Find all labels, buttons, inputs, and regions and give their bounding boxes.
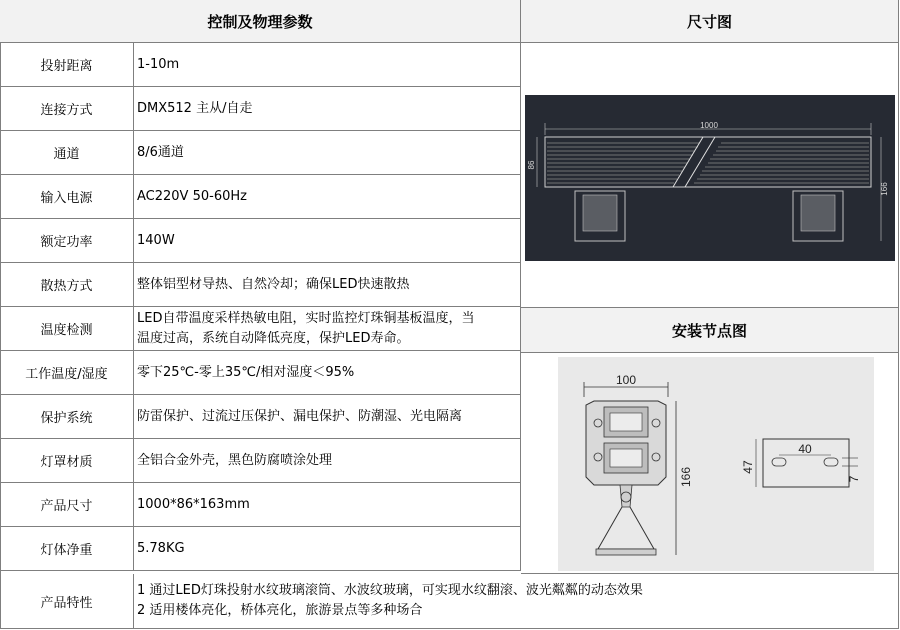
param-value — [134, 307, 521, 351]
param-value-line: 温度过高，系统自动降低亮度，保护LED寿命。 — [137, 330, 410, 346]
param-value — [134, 483, 521, 527]
install-header-text: 安装节点图 — [671, 321, 747, 340]
param-value — [134, 175, 521, 219]
param-value-line: LED自带温度采样热敏电阻，实时监控灯珠铜基板温度，当 — [137, 310, 475, 326]
param-value — [134, 131, 521, 175]
param-value — [134, 527, 521, 571]
install-height-label: 166 — [679, 466, 693, 488]
install-width-label: 100 — [615, 373, 637, 387]
param-value — [134, 351, 521, 395]
param-label-text: 散热方式 — [40, 279, 93, 294]
feature-line-2: 2 适用楼体亮化，桥体亮化，旅游景点等多种场合 — [137, 603, 423, 618]
param-label — [0, 43, 134, 87]
param-value — [134, 395, 521, 439]
param-value-text: 1-10m — [137, 56, 180, 72]
feature-line-1: 1 通过LED灯珠投射水纹玻璃滚筒、水波纹玻璃，可实现水纹翻滚、波光粼粼的动态效果 — [137, 583, 643, 598]
slot-spacing-label: 40 — [798, 442, 812, 456]
param-value — [134, 439, 521, 483]
param-value-text: 全铝合金外壳，黑色防腐喷涂处理 — [137, 452, 333, 468]
param-label-text: 连接方式 — [40, 103, 93, 118]
param-label-text: 保护系统 — [40, 411, 93, 426]
param-value-text: 8/6通道 — [137, 144, 184, 160]
param-label-text: 温度检测 — [40, 323, 93, 338]
param-value-text: 1000*86*163mm — [137, 496, 250, 512]
param-value-text: 防雷保护、过流过压保护、漏电保护、防潮湿、光电隔离 — [137, 408, 463, 424]
params-header — [0, 0, 521, 43]
total-height-label: 166 — [880, 182, 889, 196]
param-label-text: 额定功率 — [40, 235, 93, 250]
param-value-text: 140W — [137, 232, 175, 248]
param-label — [0, 395, 134, 439]
param-label — [0, 131, 134, 175]
install-drawing — [558, 357, 874, 571]
dimension-drawing — [525, 95, 895, 261]
height-dimension-label: 86 — [527, 160, 536, 170]
param-label — [0, 527, 134, 571]
param-value — [134, 263, 521, 307]
param-value — [134, 87, 521, 131]
features-label — [0, 574, 134, 629]
param-label — [0, 87, 134, 131]
param-label — [0, 219, 134, 263]
length-dimension-label: 1000 — [700, 121, 718, 130]
hole-size-label: 7 — [847, 475, 861, 483]
bracket-height-label: 47 — [741, 460, 755, 474]
param-value — [134, 43, 521, 87]
param-label — [0, 307, 134, 351]
dimension-header — [521, 0, 899, 43]
params-header-text: 控制及物理参数 — [207, 12, 313, 31]
param-label-text: 工作温度/湿度 — [25, 367, 108, 382]
param-label — [0, 263, 134, 307]
param-value-text: 整体铝型材导热、自然冷却；确保LED快速散热 — [137, 276, 410, 292]
param-value-text: DMX512 主从/自走 — [137, 100, 253, 116]
param-value — [134, 219, 521, 263]
param-label-text: 输入电源 — [40, 191, 93, 206]
features-value — [134, 574, 899, 629]
param-label-text: 产品尺寸 — [40, 499, 93, 514]
install-header — [521, 308, 899, 353]
features-label-text: 产品特性 — [40, 595, 93, 611]
param-value-text: 5.78KG — [137, 540, 185, 556]
dimension-header-text: 尺寸图 — [686, 12, 732, 31]
param-value-text: AC220V 50-60Hz — [137, 188, 247, 204]
param-label — [0, 439, 134, 483]
param-label-text: 投射距离 — [40, 59, 93, 74]
param-label — [0, 175, 134, 219]
param-label-text: 通道 — [53, 147, 80, 162]
param-label-text: 灯罩材质 — [40, 455, 93, 470]
param-value-text: 零下25℃-零上35℃/相对湿度＜95% — [137, 364, 355, 380]
param-label — [0, 351, 134, 395]
param-label-text: 灯体净重 — [40, 543, 93, 558]
param-label — [0, 483, 134, 527]
